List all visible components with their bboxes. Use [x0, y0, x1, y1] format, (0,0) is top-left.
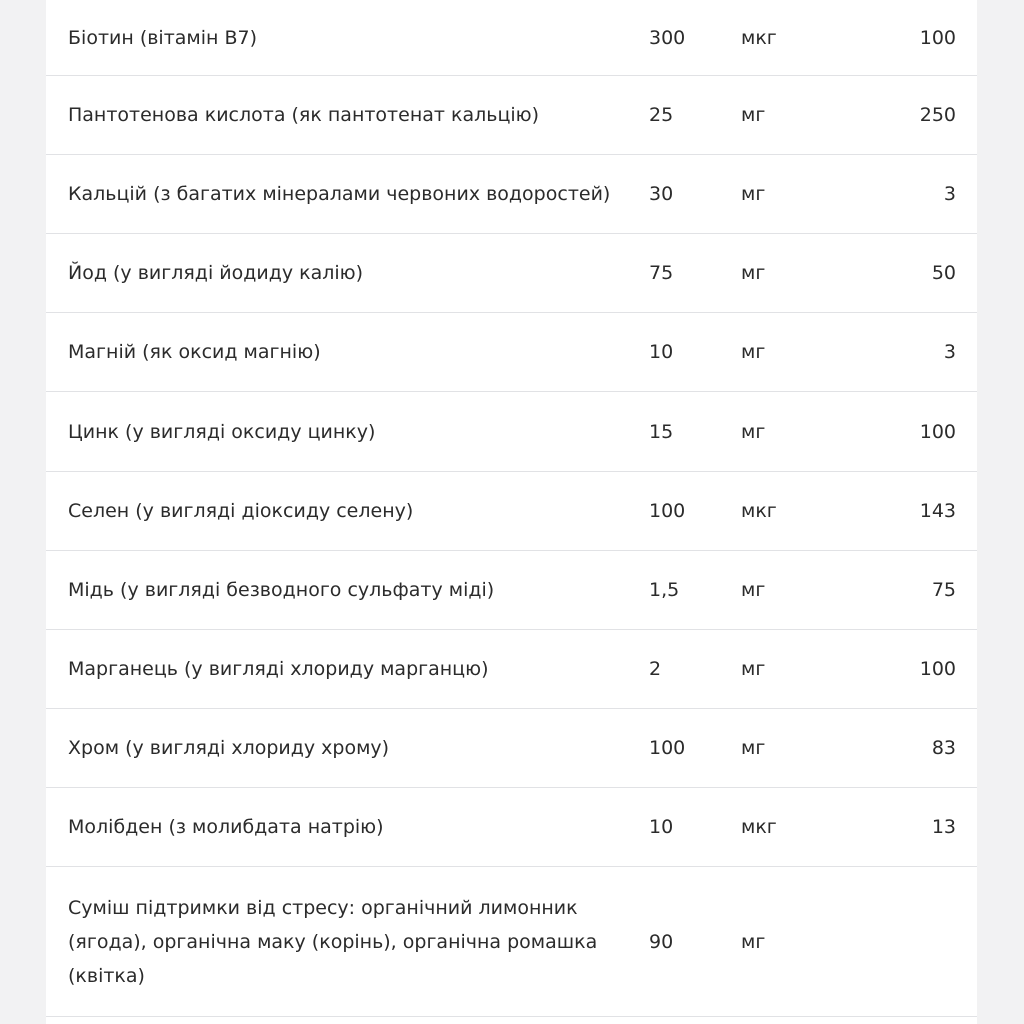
table-row — [46, 709, 977, 788]
ingredient-name: Біотин (вітамін B7) — [68, 26, 258, 49]
ingredient-daily-value: 100 — [919, 420, 956, 443]
ingredient-unit: мг — [741, 930, 766, 953]
table-row — [46, 551, 977, 630]
ingredient-amount: 100 — [649, 737, 686, 759]
ingredient-daily-value: 50 — [931, 262, 956, 284]
table-row — [46, 630, 977, 709]
ingredient-daily-value: 75 — [931, 579, 956, 601]
table-row — [46, 234, 977, 313]
ingredient-daily-value: 100 — [919, 26, 956, 49]
ingredient-amount: 15 — [649, 420, 674, 443]
ingredient-daily-value: 83 — [931, 737, 956, 759]
ingredient-daily-value: 3 — [943, 341, 956, 363]
ingredient-amount: 2 — [649, 658, 662, 680]
ingredient-name: Йод (у вигляді йодиду калію) — [68, 262, 364, 284]
ingredient-daily-value: 13 — [931, 816, 956, 838]
ingredient-unit: мг — [741, 183, 766, 205]
ingredient-daily-value: 100 — [919, 658, 956, 680]
ingredient-amount: 1,5 — [649, 579, 680, 601]
ingredient-unit: мг — [741, 262, 766, 284]
ingredient-unit: мг — [741, 341, 766, 363]
ingredient-amount: 10 — [649, 816, 674, 838]
ingredient-unit: мг — [741, 737, 766, 759]
table-row — [46, 788, 977, 867]
ingredient-amount: 100 — [649, 500, 686, 522]
ingredient-name: Молібден (з молибдата натрію) — [68, 816, 384, 838]
ingredient-amount: 25 — [649, 104, 674, 126]
table-row — [46, 313, 977, 392]
ingredient-name: Мідь (у вигляді безводного сульфату міді) — [68, 579, 495, 601]
ingredient-amount: 300 — [649, 26, 686, 49]
ingredient-name — [68, 867, 598, 1016]
ingredient-name: Кальцій (з багатих мінералами червоних водоростей) — [68, 183, 611, 205]
ingredient-unit: мг — [741, 579, 766, 601]
ingredient-name: Цинк (у вигляді оксиду цинку) — [68, 420, 376, 443]
ingredient-daily-value — [836, 867, 956, 1016]
ingredient-unit: мкг — [741, 500, 777, 522]
ingredient-amount: 10 — [649, 341, 674, 363]
ingredient-name: Пантотенова кислота (як пантотенат кальцію) — [68, 104, 540, 126]
ingredient-name-text: Суміш підтримки від стресу: органічний лимонник (ягода), органічна маку (корінь), органічна ромашка (квітка) — [68, 896, 598, 987]
ingredient-name: Магній (як оксид магнію) — [68, 341, 321, 363]
ingredient-unit: мг — [741, 420, 766, 443]
ingredient-daily-value: 250 — [919, 104, 956, 126]
ingredient-unit: мг — [741, 104, 766, 126]
ingredient-unit: мкг — [741, 26, 777, 49]
table-row — [46, 0, 977, 76]
ingredient-unit: мг — [741, 658, 766, 680]
ingredient-daily-value: 3 — [943, 183, 956, 205]
ingredient-amount: 90 — [649, 930, 674, 953]
table-row — [46, 392, 977, 472]
ingredient-name: Селен (у вигляді діоксиду селену) — [68, 500, 414, 522]
table-row — [46, 155, 977, 234]
table-row — [46, 472, 977, 551]
ingredient-name: Хром (у вигляді хлориду хрому) — [68, 737, 390, 759]
ingredient-name: Марганець (у вигляді хлориду марганцю) — [68, 658, 489, 680]
ingredient-amount: 75 — [649, 262, 674, 284]
table-row — [46, 76, 977, 155]
ingredient-daily-value: 143 — [919, 500, 956, 522]
nutrition-table — [46, 0, 977, 1024]
ingredient-unit: мкг — [741, 816, 777, 838]
ingredient-amount: 30 — [649, 183, 674, 205]
table-row — [46, 867, 977, 1017]
